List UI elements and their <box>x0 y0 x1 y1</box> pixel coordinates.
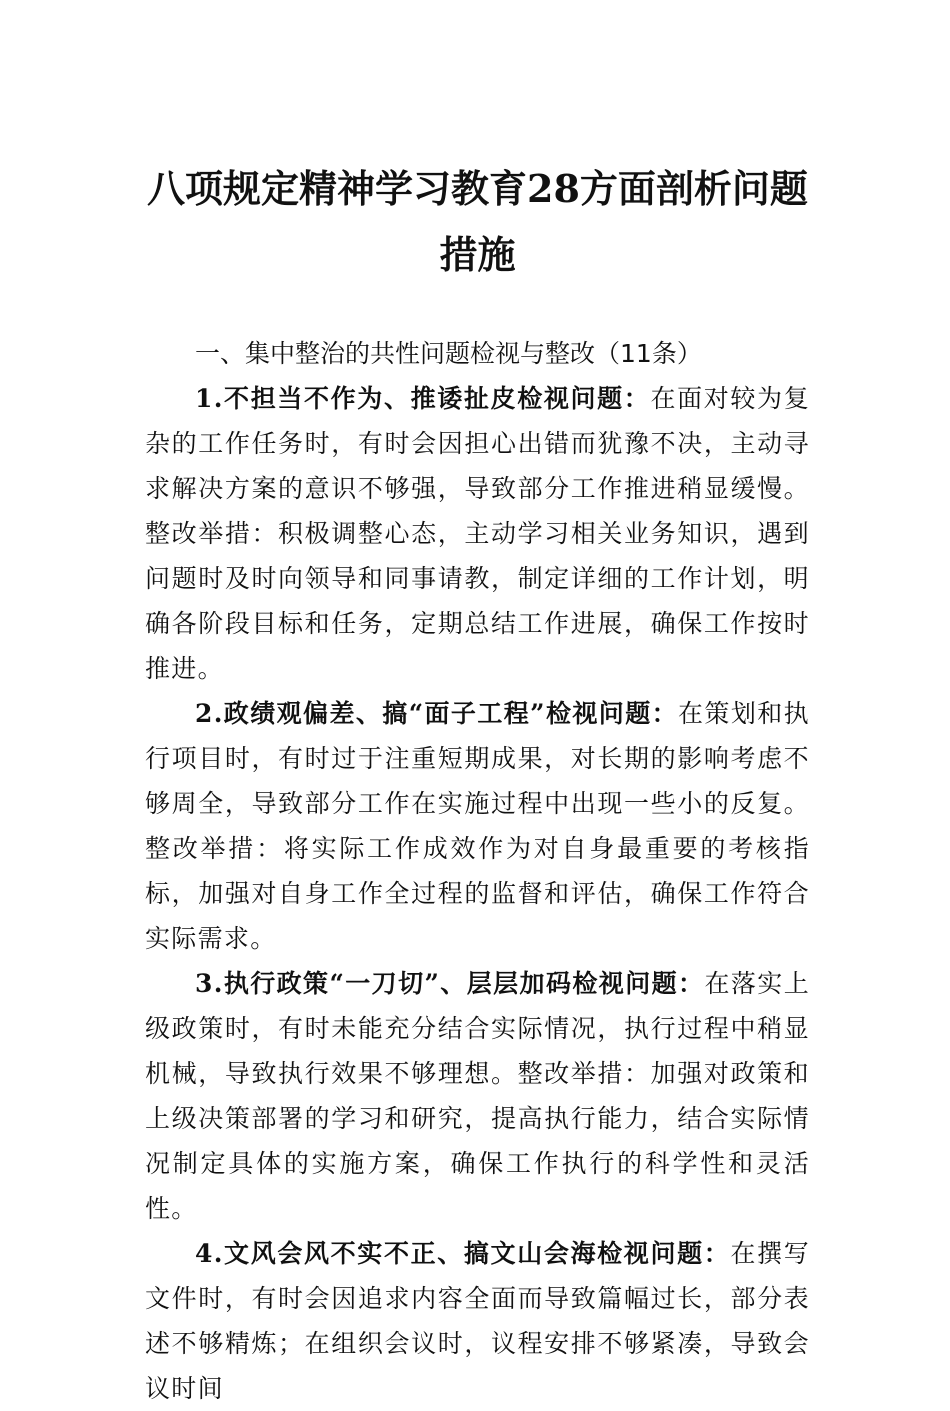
item-label: 2.政绩观偏差、搞“面子工程”检视问题： <box>195 699 679 728</box>
item-text: 在撰写文件时，有时会因追求内容全面而导致篇幅过长，部分表述不够精炼；在组织会议时，议程安排不够紧凑，导致会议时间 <box>145 1239 810 1403</box>
item-label: 3.执行政策“一刀切”、层层加码检视问题： <box>195 969 705 998</box>
document-title: 八项规定精神学习教育28方面剖析问题措施 <box>147 166 808 277</box>
list-item <box>145 691 810 961</box>
section-heading: 一、集中整治的共性问题检视与整改（11条） <box>195 339 702 368</box>
item-label: 4.文风会风不实不正、搞文山会海检视问题： <box>195 1239 731 1268</box>
list-item <box>145 1231 810 1411</box>
item-text: 在面对较为复杂的工作任务时，有时会因担心出错而犹豫不决，主动寻求解决方案的意识不够强，导致部分工作推进稍显缓慢。整改举措：积极调整心态，主动学习相关业务知识，遇到问题时及时向领导和同事请教，制定详细的工作计划，明确各阶段目标和任务，定期总结工作进展，确保工作按时推进。 <box>145 384 811 683</box>
document-body <box>145 331 810 1411</box>
list-item <box>145 376 810 691</box>
list-item <box>145 961 810 1231</box>
item-label: 1.不担当不作为、推诿扯皮检视问题： <box>195 384 651 413</box>
item-text: 在落实上级政策时，有时未能充分结合实际情况，执行过程中稍显机械，导致执行效果不够理想。整改举措：加强对政策和上级决策部署的学习和研究，提高执行能力，结合实际情况制定具体的实施方案，确保工作执行的科学性和灵活性。 <box>145 969 810 1223</box>
item-text: 在策划和执行项目时，有时过于注重短期成果，对长期的影响考虑不够周全，导致部分工作在实施过程中出现一些小的反复。整改举措：将实际工作成效作为对自身最重要的考核指标，加强对自身工作全过程的监督和评估，确保工作符合实际需求。 <box>145 699 810 953</box>
